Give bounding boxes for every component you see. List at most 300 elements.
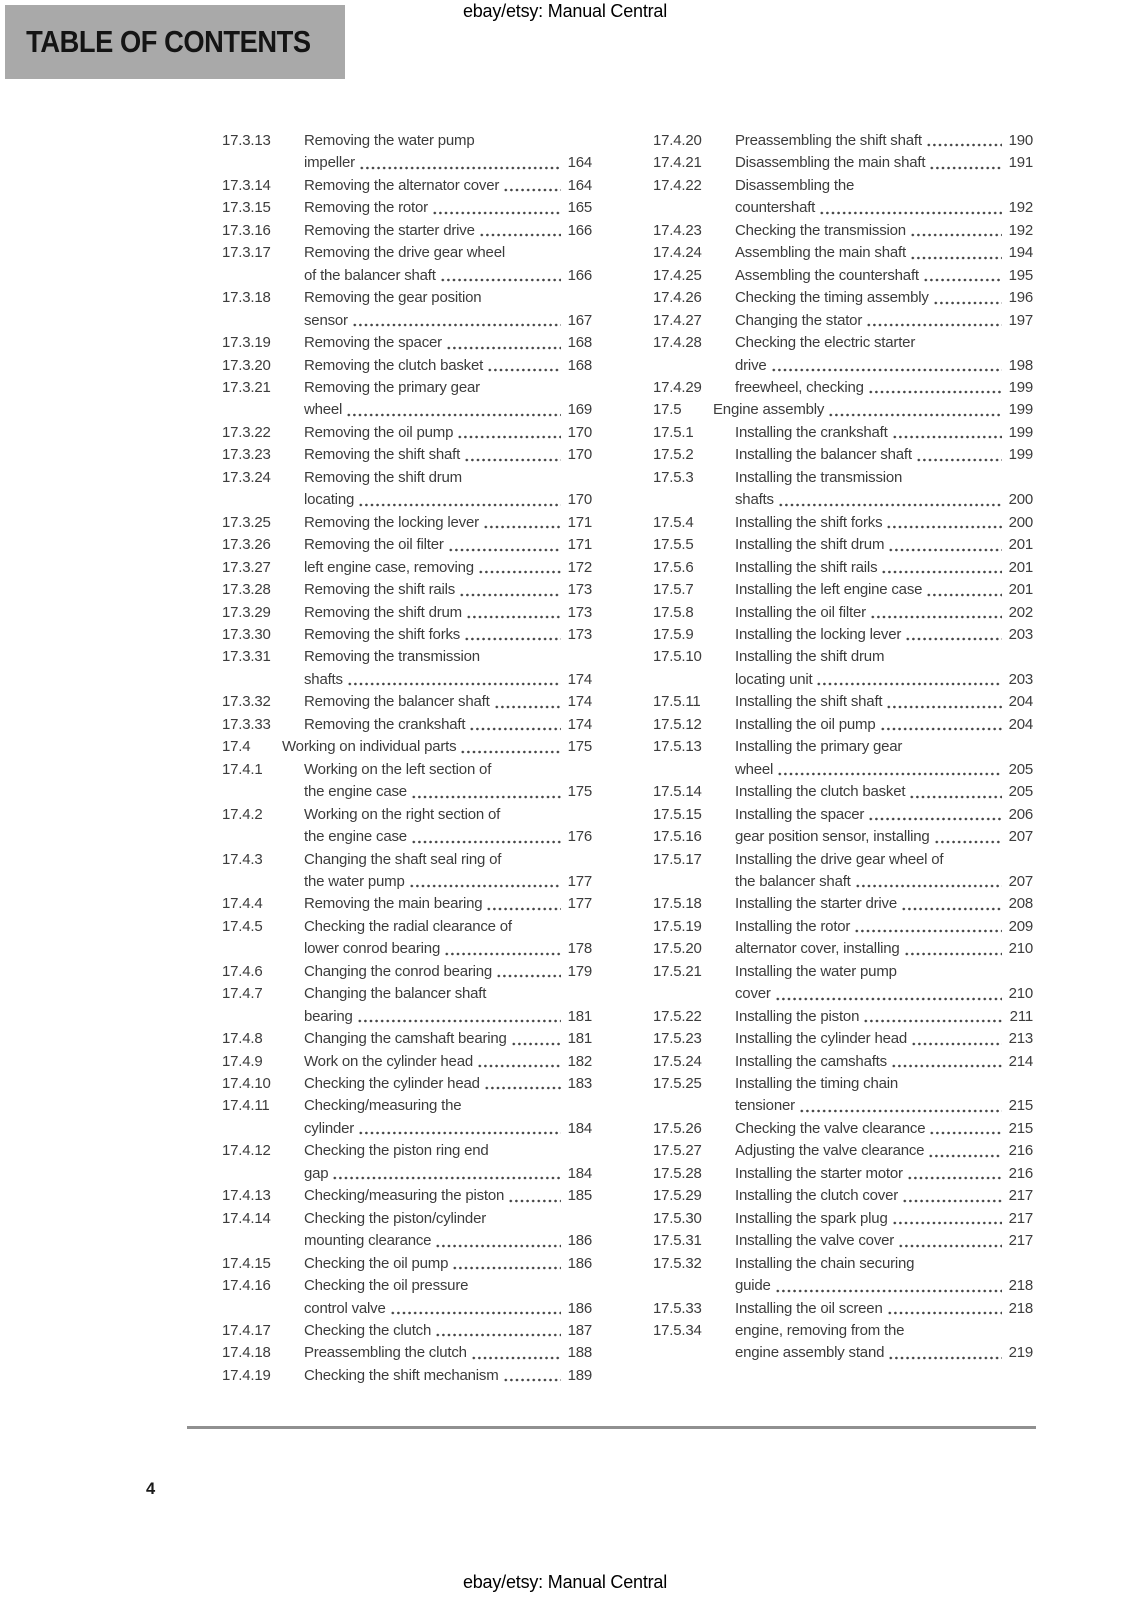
toc-entry-number: 17.5.11 xyxy=(653,693,701,711)
toc-leader-dots xyxy=(486,893,561,915)
toc-page-ref: 199 xyxy=(1008,401,1033,419)
toc-page-ref: 214 xyxy=(1008,1052,1033,1070)
toc-entry-number: 17.3.21 xyxy=(222,378,271,396)
toc-page-ref: 177 xyxy=(567,895,592,913)
page-title: TABLE OF CONTENTS xyxy=(26,24,311,59)
toc-entry-title-line xyxy=(304,1073,592,1095)
toc-entry-title: Removing the alternator cover xyxy=(304,176,500,194)
toc-leader-dots xyxy=(448,534,561,556)
toc-entry xyxy=(222,534,592,556)
toc-entry-title-line xyxy=(304,1230,592,1252)
toc-entry-title-line xyxy=(304,152,592,174)
toc-entry xyxy=(653,602,1033,624)
toc-entry xyxy=(222,1208,592,1253)
toc-entry xyxy=(653,332,1033,377)
toc-page-ref: 186 xyxy=(567,1299,592,1317)
toc-entry xyxy=(653,736,1033,781)
toc-page-ref: 166 xyxy=(567,266,592,284)
toc-entry-number: 17.4.7 xyxy=(222,985,263,1003)
toc-entry-number: 17.4.29 xyxy=(653,378,702,396)
toc-entry-title: gap xyxy=(304,1164,329,1182)
toc-entry-title: control valve xyxy=(304,1299,386,1317)
toc-entry xyxy=(653,579,1033,601)
toc-entry-title-line: Checking the piston/cylinder xyxy=(304,1209,487,1227)
toc-entry-number: 17.3.28 xyxy=(222,581,271,599)
toc-leader-dots xyxy=(444,938,561,960)
toc-entry-title-line xyxy=(735,1230,1033,1252)
toc-entry-number: 17.5.32 xyxy=(653,1254,702,1272)
toc-entry-title-line xyxy=(735,871,1033,893)
toc-entry-title: shafts xyxy=(304,670,343,688)
toc-entry-title-line: Installing the drive gear wheel of xyxy=(735,850,944,868)
toc-entry-title-line xyxy=(304,444,592,466)
toc-entry xyxy=(653,826,1033,848)
toc-entry-title: Installing the left engine case xyxy=(735,581,923,599)
toc-entry-number: 17.4.19 xyxy=(222,1366,271,1384)
toc-entry-title-line xyxy=(304,512,592,534)
toc-leader-dots xyxy=(409,871,561,893)
toc-page-ref: 171 xyxy=(567,513,592,531)
toc-leader-dots xyxy=(854,916,1002,938)
toc-entry-title-line xyxy=(713,399,1033,421)
toc-page-ref: 171 xyxy=(567,536,592,554)
toc-leader-dots xyxy=(478,557,561,579)
toc-entry-title-line xyxy=(304,1185,592,1207)
toc-entry-title: Installing the starter motor xyxy=(735,1164,903,1182)
toc-entry-title: Removing the shift shaft xyxy=(304,446,461,464)
toc-entry-title-line xyxy=(304,1365,592,1387)
toc-entry-title: Preassembling the clutch xyxy=(304,1344,467,1362)
toc-entry-title: Checking the cylinder head xyxy=(304,1075,480,1093)
toc-entry xyxy=(653,1320,1033,1365)
toc-leader-dots xyxy=(892,422,1002,444)
toc-leader-dots xyxy=(816,669,1002,691)
toc-entry-number: 17.5.24 xyxy=(653,1052,702,1070)
toc-entry-title-line xyxy=(735,1140,1033,1162)
toc-entry-title: Installing the shift drum xyxy=(735,536,885,554)
toc-leader-dots xyxy=(886,512,1002,534)
toc-page-ref: 181 xyxy=(567,1007,592,1025)
toc-entry-number: 17.5.5 xyxy=(653,536,694,554)
toc-leader-dots xyxy=(484,1073,561,1095)
toc-page-ref: 217 xyxy=(1008,1232,1033,1250)
toc-entry-title-line xyxy=(735,512,1033,534)
toc-page-ref: 217 xyxy=(1008,1209,1033,1227)
toc-entry-title: locating unit xyxy=(735,670,813,688)
toc-entry xyxy=(222,287,592,332)
toc-page-ref: 196 xyxy=(1008,289,1033,307)
toc-entry-title: Checking the timing assembly xyxy=(735,289,929,307)
toc-entry-title-line xyxy=(735,624,1033,646)
toc-leader-dots xyxy=(911,1028,1002,1050)
toc-page-ref: 213 xyxy=(1008,1030,1033,1048)
toc-page-ref: 168 xyxy=(567,334,592,352)
toc-entry xyxy=(222,242,592,287)
toc-entry-number: 17.5.14 xyxy=(653,783,702,801)
toc-page-ref: 173 xyxy=(567,581,592,599)
toc-entry-title-line: Removing the shift drum xyxy=(304,468,462,486)
toc-leader-dots xyxy=(464,444,561,466)
toc-entry-number: 17.4.27 xyxy=(653,311,702,329)
toc-leader-dots xyxy=(926,579,1002,601)
toc-entry-number: 17.4.25 xyxy=(653,266,702,284)
toc-page-ref: 179 xyxy=(567,962,592,980)
toc-page-ref: 210 xyxy=(1008,940,1033,958)
toc-leader-dots xyxy=(487,355,561,377)
toc-leader-dots xyxy=(916,444,1002,466)
toc-entry-title: Checking the valve clearance xyxy=(735,1119,926,1137)
toc-page-ref: 172 xyxy=(567,558,592,576)
toc-entry-title-line: Installing the primary gear xyxy=(735,738,903,756)
toc-entry-number: 17.3.17 xyxy=(222,244,271,262)
toc-entry xyxy=(653,534,1033,556)
toc-entry-number: 17.5.8 xyxy=(653,603,694,621)
toc-entry xyxy=(653,691,1033,713)
toc-entry xyxy=(653,1140,1033,1162)
toc-entry-title: sensor xyxy=(304,311,348,329)
toc-entry xyxy=(653,1185,1033,1207)
toc-entry-title-line: engine, removing from the xyxy=(735,1322,905,1340)
toc-page-ref: 202 xyxy=(1008,603,1033,621)
toc-leader-dots xyxy=(904,938,1003,960)
toc-entry xyxy=(222,804,592,849)
toc-entry xyxy=(653,804,1033,826)
toc-entry xyxy=(653,557,1033,579)
toc-entry xyxy=(222,983,592,1028)
toc-entry-title: Installing the shift forks xyxy=(735,513,883,531)
toc-entry-title: Checking the oil pump xyxy=(304,1254,449,1272)
toc-leader-dots xyxy=(910,242,1002,264)
toc-entry-title: Installing the oil filter xyxy=(735,603,866,621)
toc-entry xyxy=(222,1028,592,1050)
toc-entry xyxy=(222,1140,592,1185)
toc-entry xyxy=(653,849,1033,894)
toc-page-ref: 218 xyxy=(1008,1299,1033,1317)
toc-page-ref: 216 xyxy=(1008,1142,1033,1160)
toc-page-ref: 191 xyxy=(1008,154,1033,172)
toc-entry-title: Installing the valve cover xyxy=(735,1232,895,1250)
toc-entry-title-line xyxy=(735,444,1033,466)
toc-page-ref: 165 xyxy=(567,199,592,217)
toc-entry-number: 17.3.22 xyxy=(222,423,271,441)
toc-page-ref: 170 xyxy=(567,423,592,441)
toc-entry xyxy=(653,781,1033,803)
toc-page-ref: 186 xyxy=(567,1232,592,1250)
toc-entry-title-line xyxy=(735,1185,1033,1207)
toc-entry-number: 17.5.33 xyxy=(653,1299,702,1317)
toc-entry-title-line xyxy=(735,377,1033,399)
toc-entry xyxy=(222,1073,592,1095)
toc-entry-title: Removing the main bearing xyxy=(304,895,483,913)
toc-leader-dots xyxy=(503,175,561,197)
toc-entry-title-line xyxy=(735,691,1033,713)
toc-leader-dots xyxy=(907,1163,1002,1185)
toc-entry-title-line xyxy=(304,938,592,960)
toc-entry-title: Installing the shift shaft xyxy=(735,693,883,711)
toc-entry-title-line xyxy=(304,534,592,556)
toc-entry xyxy=(653,1051,1033,1073)
toc-entry xyxy=(222,355,592,377)
toc-entry-number: 17.5.23 xyxy=(653,1030,702,1048)
toc-entry xyxy=(222,377,592,422)
toc-entry-number: 17.4.23 xyxy=(653,221,702,239)
toc-leader-dots xyxy=(886,691,1002,713)
toc-entry-title-line xyxy=(304,871,592,893)
toc-entry-title-line xyxy=(735,557,1033,579)
toc-entry-title: Removing the clutch basket xyxy=(304,356,484,374)
toc-entry-number: 17.4.5 xyxy=(222,917,263,935)
toc-leader-dots xyxy=(887,1298,1002,1320)
toc-entry-title-line: Installing the water pump xyxy=(735,962,897,980)
toc-entry-number: 17.3.15 xyxy=(222,199,271,217)
toc-entry-title: Working on individual parts xyxy=(282,738,457,756)
toc-entry-title: Removing the oil pump xyxy=(304,423,454,441)
toc-leader-dots xyxy=(928,1140,1002,1162)
toc-entry-number: 17.3.32 xyxy=(222,693,271,711)
toc-entry xyxy=(222,1365,592,1387)
toc-leader-dots xyxy=(494,691,561,713)
toc-entry-title-line xyxy=(304,826,592,848)
toc-leader-dots xyxy=(440,265,561,287)
toc-entry-title: drive xyxy=(735,356,767,374)
toc-leader-dots xyxy=(411,781,561,803)
toc-entry-title: left engine case, removing xyxy=(304,558,474,576)
toc-page-ref: 216 xyxy=(1008,1164,1033,1182)
toc-entry-title-line: Checking the oil pressure xyxy=(304,1277,469,1295)
toc-leader-dots xyxy=(898,1230,1002,1252)
toc-entry-title: Installing the piston xyxy=(735,1007,860,1025)
toc-page-ref: 173 xyxy=(567,603,592,621)
toc-entry-title: impeller xyxy=(304,154,355,172)
toc-leader-dots xyxy=(868,377,1002,399)
toc-entry-number: 17.3.24 xyxy=(222,468,271,486)
toc-entry-title-line xyxy=(304,961,592,983)
toc-entry-title-line xyxy=(735,355,1033,377)
toc-leader-dots xyxy=(457,422,561,444)
toc-entry-number: 17.3.27 xyxy=(222,558,271,576)
toc-entry-title: alternator cover, installing xyxy=(735,940,900,958)
toc-entry-number: 17.5.2 xyxy=(653,446,694,464)
toc-entry-title: of the balancer shaft xyxy=(304,266,436,284)
toc-entry-title-line xyxy=(304,197,592,219)
toc-entry-title: cover xyxy=(735,985,771,1003)
page-title-box xyxy=(5,5,345,79)
toc-entry-number: 17.3.16 xyxy=(222,221,271,239)
toc-page-ref: 204 xyxy=(1008,715,1033,733)
toc-entry xyxy=(222,736,592,758)
toc-entry-title-line xyxy=(304,602,592,624)
toc-entry-title: Changing the stator xyxy=(735,311,863,329)
toc-entry-number: 17.4.15 xyxy=(222,1254,271,1272)
toc-entry xyxy=(222,467,592,512)
toc-entry-title-line xyxy=(735,1006,1033,1028)
toc-entry-title: Removing the oil filter xyxy=(304,536,444,554)
toc-entry-title-line xyxy=(282,736,592,758)
toc-entry-number: 17.4.6 xyxy=(222,962,263,980)
toc-leader-dots xyxy=(346,399,561,421)
toc-entry-title: guide xyxy=(735,1277,771,1295)
toc-entry-title: Installing the rotor xyxy=(735,917,851,935)
toc-leader-dots xyxy=(933,287,1002,309)
toc-entry-title: Assembling the main shaft xyxy=(735,244,906,262)
toc-entry xyxy=(222,691,592,713)
toc-entry-title-line xyxy=(304,1163,592,1185)
toc-leader-dots xyxy=(934,826,1002,848)
toc-entry-title-line xyxy=(735,310,1033,332)
toc-page-ref: 209 xyxy=(1008,917,1033,935)
toc-entry xyxy=(653,242,1033,264)
running-header: ebay/etsy: Manual Central xyxy=(462,1,668,21)
toc-leader-dots xyxy=(905,624,1002,646)
toc-entry xyxy=(653,512,1033,534)
toc-entry-number: 17.5.20 xyxy=(653,940,702,958)
toc-entry-number: 17.4 xyxy=(222,738,251,756)
toc-entry-title: Installing the crankshaft xyxy=(735,423,888,441)
toc-entry-title: bearing xyxy=(304,1007,353,1025)
toc-entry-number: 17.4.10 xyxy=(222,1075,271,1093)
toc-entry-title-line: Removing the drive gear wheel xyxy=(304,244,505,262)
toc-entry-title-line xyxy=(735,1051,1033,1073)
toc-entry-number: 17.3.26 xyxy=(222,536,271,554)
toc-entry-title-line xyxy=(304,893,592,915)
toc-entry xyxy=(222,849,592,894)
toc-leader-dots xyxy=(926,130,1002,152)
toc-entry-number: 17.5.19 xyxy=(653,917,702,935)
toc-entry xyxy=(222,646,592,691)
toc-entry-number: 17.3.19 xyxy=(222,334,271,352)
toc-page-ref: 169 xyxy=(567,401,592,419)
toc-leader-dots xyxy=(508,1185,561,1207)
toc-entry-title-line xyxy=(735,893,1033,915)
toc-page-ref: 178 xyxy=(567,940,592,958)
toc-leader-dots xyxy=(771,355,1002,377)
toc-entry xyxy=(653,467,1033,512)
toc-entry-title-line: Working on the left section of xyxy=(304,760,492,778)
toc-entry-title-line: Changing the balancer shaft xyxy=(304,985,487,1003)
toc-page-ref: 205 xyxy=(1008,760,1033,778)
toc-entry-number: 17.3.23 xyxy=(222,446,271,464)
toc-entry-title-line xyxy=(735,489,1033,511)
toc-entry-number: 17.4.22 xyxy=(653,176,702,194)
toc-entry-title-line xyxy=(735,197,1033,219)
toc-entry-number: 17.5.21 xyxy=(653,962,702,980)
toc-leader-dots xyxy=(910,220,1002,242)
toc-page-ref: 211 xyxy=(1009,1007,1033,1025)
toc-entry-title-line xyxy=(735,1342,1033,1364)
toc-entry xyxy=(653,220,1033,242)
toc-entry-number: 17.4.28 xyxy=(653,334,702,352)
toc-leader-dots xyxy=(775,1275,1002,1297)
toc-leader-dots xyxy=(357,1006,561,1028)
toc-entry-title-line xyxy=(735,669,1033,691)
toc-leader-dots xyxy=(888,1342,1002,1364)
toc-page-ref: 174 xyxy=(567,670,592,688)
toc-entry-title-line xyxy=(304,624,592,646)
toc-page-ref: 167 xyxy=(567,311,592,329)
toc-entry-number: 17.4.17 xyxy=(222,1322,271,1340)
toc-entry-title: Installing the clutch basket xyxy=(735,783,906,801)
toc-leader-dots xyxy=(459,579,561,601)
toc-entry xyxy=(222,602,592,624)
toc-entry-number: 17.3.29 xyxy=(222,603,271,621)
toc-entry-title-line xyxy=(735,242,1033,264)
toc-entry xyxy=(653,444,1033,466)
toc-entry-title: Removing the rotor xyxy=(304,199,428,217)
toc-entry-title: gear position sensor, installing xyxy=(735,828,930,846)
toc-entry-title: Removing the starter drive xyxy=(304,221,475,239)
toc-entry-number: 17.5.7 xyxy=(653,581,694,599)
toc-entry-title: mounting clearance xyxy=(304,1232,432,1250)
page-number: 4 xyxy=(146,1480,156,1498)
toc-leader-dots xyxy=(503,1365,562,1387)
toc-page-ref: 175 xyxy=(567,783,592,801)
toc-page-ref: 188 xyxy=(567,1344,592,1362)
toc-page-ref: 184 xyxy=(567,1164,592,1182)
toc-entry-title-line xyxy=(735,220,1033,242)
toc-leader-dots xyxy=(411,826,561,848)
toc-leader-dots xyxy=(471,1342,561,1364)
toc-entry xyxy=(222,759,592,804)
toc-page-ref: 177 xyxy=(567,872,592,890)
toc-entry-title-line xyxy=(304,1051,592,1073)
toc-entry-number: 17.4.9 xyxy=(222,1052,263,1070)
toc-entry-number: 17.5.22 xyxy=(653,1007,702,1025)
toc-entry xyxy=(653,399,1033,421)
toc-entry xyxy=(222,422,592,444)
toc-leader-dots xyxy=(880,714,1003,736)
footer-divider xyxy=(187,1426,1036,1429)
toc-page-ref: 199 xyxy=(1008,446,1033,464)
toc-entry xyxy=(222,512,592,534)
toc-page-ref: 195 xyxy=(1008,266,1033,284)
toc-entry-number: 17.5.12 xyxy=(653,715,702,733)
toc-entry-number: 17.5.26 xyxy=(653,1119,702,1137)
toc-entry xyxy=(653,265,1033,287)
toc-entry-number: 17.4.14 xyxy=(222,1209,271,1227)
toc-entry-number: 17.4.26 xyxy=(653,289,702,307)
toc-entry xyxy=(653,916,1033,938)
toc-page-ref: 186 xyxy=(567,1254,592,1272)
toc-entry-title: Removing the balancer shaft xyxy=(304,693,490,711)
toc-entry-title-line xyxy=(735,804,1033,826)
toc-entry-number: 17.4.13 xyxy=(222,1187,271,1205)
toc-entry-title: Changing the camshaft bearing xyxy=(304,1030,507,1048)
toc-entry-number: 17.4.1 xyxy=(222,760,263,778)
toc-entry xyxy=(653,310,1033,332)
toc-page-ref: 199 xyxy=(1008,423,1033,441)
toc-page-ref: 190 xyxy=(1008,132,1033,149)
toc-entry-number: 17.5.17 xyxy=(653,850,702,868)
toc-leader-dots xyxy=(777,759,1002,781)
toc-page-ref: 164 xyxy=(567,176,592,194)
toc-leader-dots xyxy=(464,624,561,646)
toc-entry-number: 17.5.3 xyxy=(653,468,694,486)
toc-leader-dots xyxy=(866,310,1002,332)
toc-entry-number: 17.5.30 xyxy=(653,1209,702,1227)
toc-entry-title: Removing the spacer xyxy=(304,334,442,352)
toc-entry-title-line xyxy=(304,422,592,444)
toc-leader-dots xyxy=(390,1298,561,1320)
toc-entry xyxy=(222,197,592,219)
toc-entry-title-line: Checking the piston ring end xyxy=(304,1142,489,1160)
toc-entry-number: 17.4.2 xyxy=(222,805,263,823)
toc-entry-title-line xyxy=(735,983,1033,1005)
toc-entry-number: 17.4.24 xyxy=(653,244,702,262)
toc-entry-title: Engine assembly xyxy=(713,401,825,419)
toc-entry xyxy=(653,1230,1033,1252)
toc-entry-title-line xyxy=(304,1006,592,1028)
toc-entry-title: Changing the conrod bearing xyxy=(304,962,493,980)
